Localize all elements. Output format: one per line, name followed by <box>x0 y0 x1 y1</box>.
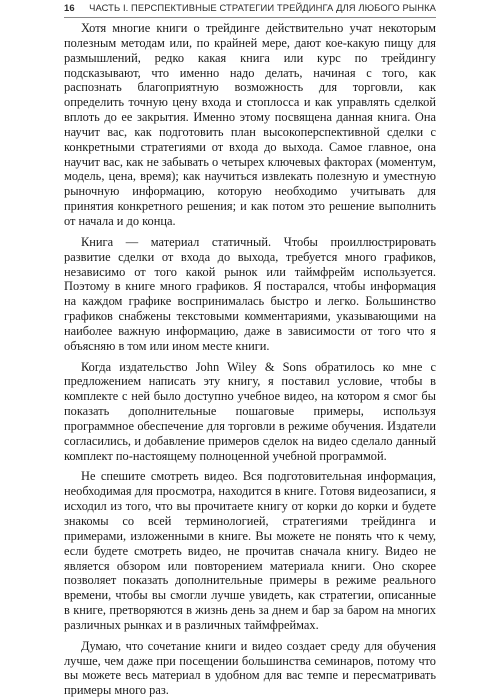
page-number: 16 <box>64 2 75 13</box>
running-header <box>64 0 436 18</box>
paragraph: Хотя многие книги о трейдинге действительно учат некоторым полезным методам или, по крайней мере, дают кое-какую пищу для размышлений, редко какая книга или курс по трейдингу подсказывают, что именно надо делать, начиная с того, как распознать благоприятную возможность для торговли, как определить точную цену входа и стоплосса и как управлять сделкой вплоть до ее закрытия. Именно этому посвящена данная книга. Она научит вас, как подготовить план высокоперспективной сделки с конкретными стратегиями от входа до выхода. Самое главное, она научит вас, как не забывать о четырех ключевых факторах (моментум, модель, цена, время); как научиться извлекать полезную и уместную рыночную информацию, которую необходимо учитывать для принятия конкретного решения; и как потом это решение выполнить от начала и до конца. <box>64 21 436 228</box>
paragraph: Не спешите смотреть видео. Вся подготовительная информация, необходимая для просмотра, находится в книге. Готовя видеозаписи, я исходил из того, что вы прочитаете книгу от корки до корки и будете знакомы со всей терминологией, стратегиями трейдинга и примерами, изложенными в книге. Вы можете не понять что к чему, если будете смотреть видео, не прочитав сначала книгу. Видео не является обзором или повторением материала книги. Оно скорее позволяет показать дополнительные примеры в режиме реального времени, чтобы вы смогли лучше увидеть, как стратегии, описанные в книге, претворяются в жизнь день за днем и бар за баром на многих различных рынках и в различных таймфреймах. <box>64 469 436 632</box>
paragraph: Книга — материал статичный. Чтобы проиллюстрировать развитие сделки от входа до выхода, требуется много графиков, независимо от того какой рынок или таймфрейм используется. Поэтому в книге много графиков. Я постарался, чтобы информация на каждом графике воспринималась быстро и легко. Большинство графиков снабжены текстовыми комментариями, указывающими на наиболее важную информацию, даже в зависимости от того что я объясняю в том или ином месте книги. <box>64 234 436 353</box>
paragraph: Когда издательство John Wiley & Sons обратилось ко мне с предложением написать эту книгу, я поставил условие, чтобы в комплекте с ней было доступно учебное видео, на котором я смог бы показать дополнительные пошаговые примеры, используя программное обеспечение для торговли в режиме обучения. Издатели согласились, и добавление примеров сделок на видео сделало данный комплект по-настоящему полноценной учебной программой. <box>64 359 436 463</box>
part-title: ЧАСТЬ I. ПЕРСПЕКТИВНЫЕ СТРАТЕГИИ ТРЕЙДИНГА ДЛЯ ЛЮБОГО РЫНКА <box>89 2 436 13</box>
body-text <box>64 21 436 698</box>
book-page <box>64 0 436 698</box>
paragraph: Думаю, что сочетание книги и видео создает среду для обучения лучше, чем даже при посещении большинства семинаров, потому что вы можете весь материал в удобном для вас темпе и пересматривать примеры много раз. <box>64 638 436 698</box>
